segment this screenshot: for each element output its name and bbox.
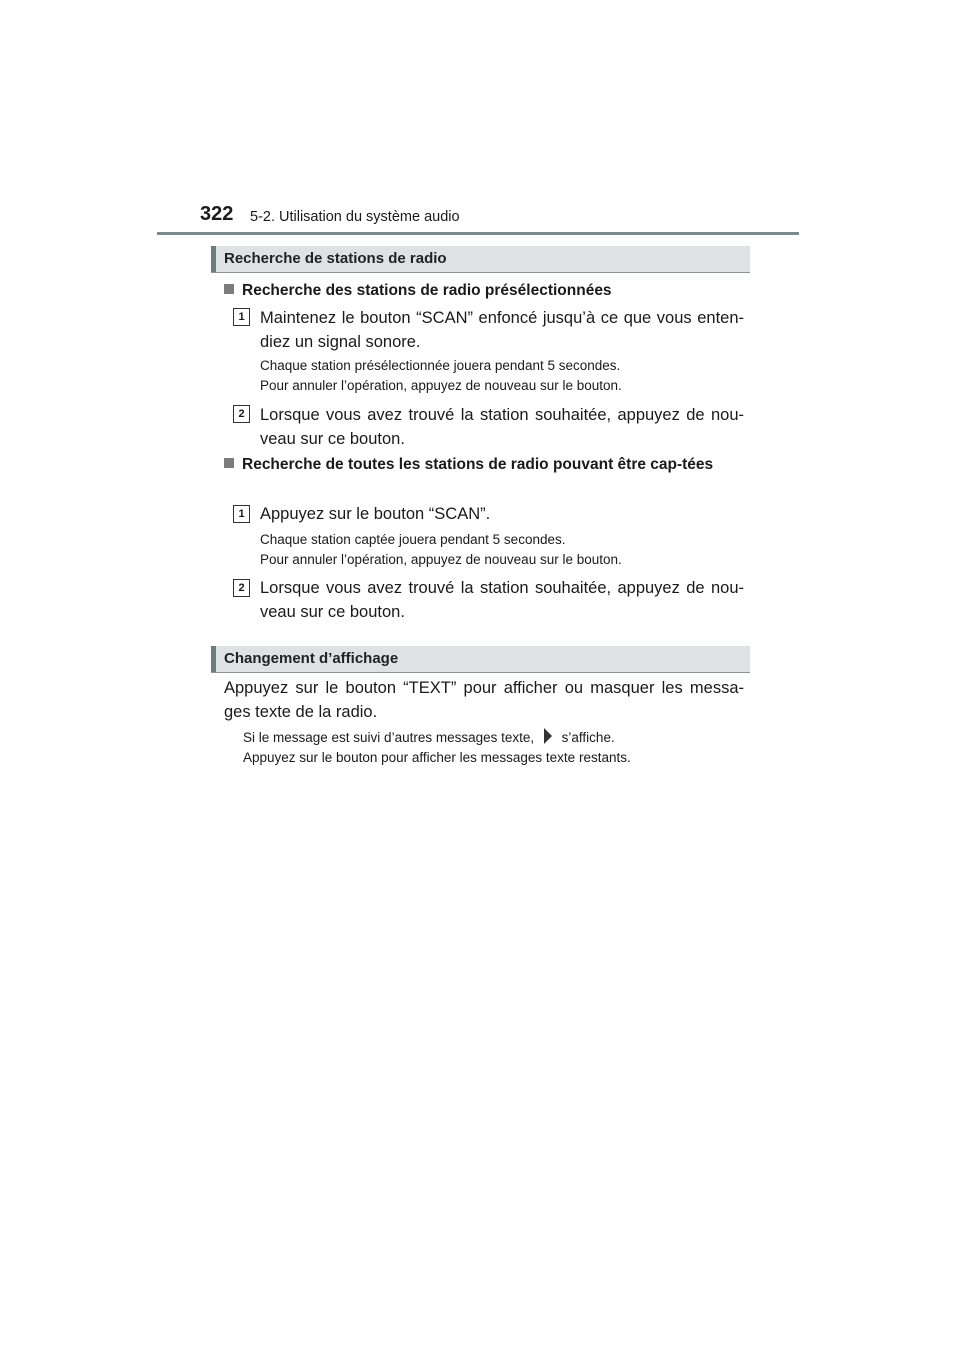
sub-heading-text: Recherche des stations de radio présélectionnées [242, 282, 612, 299]
note-line: Pour annuler l’opération, appuyez de nouveau sur le bouton. [260, 378, 622, 393]
note-text-before-icon: Si le message est suivi d’autres messages texte, [243, 730, 535, 745]
note-line [243, 728, 750, 748]
note-line: Pour annuler l’opération, appuyez de nouveau sur le bouton. [260, 552, 622, 567]
page-number: 322 [200, 203, 234, 225]
step-text: Lorsque vous avez trouvé la station souhaitée, appuyez de nou-veau sur ce bouton. [260, 579, 744, 621]
sub-heading-preset-search [224, 279, 754, 302]
step-text: Maintenez le bouton “SCAN” enfoncé jusqu’à ce que vous enten-diez un signal sonore. [260, 309, 744, 351]
section-title: Recherche de stations de radio [224, 250, 447, 267]
note-line: Chaque station captée jouera pendant 5 secondes. [260, 532, 566, 547]
section-header-radio-search [211, 246, 750, 273]
sub-heading-all-stations [224, 453, 744, 476]
section-header-display-change [211, 646, 750, 673]
step-number: 1 [233, 308, 250, 326]
header-divider [157, 232, 799, 235]
note-line: Chaque station présélectionnée jouera pendant 5 secondes. [260, 358, 621, 373]
section-body: Appuyez sur le bouton “TEXT” pour afficher ou masquer les messa-ges texte de la radio. [224, 679, 744, 721]
section-accent [211, 246, 216, 272]
note [260, 530, 750, 570]
step-text: Appuyez sur le bouton “SCAN”. [260, 505, 491, 523]
step-number: 2 [233, 579, 250, 597]
right-triangle-arrow-icon [544, 728, 552, 744]
note-text-after-icon: s’affiche. [561, 730, 615, 745]
square-bullet-icon [224, 284, 234, 294]
note-line: Appuyez sur le bouton pour afficher les messages texte restants. [243, 750, 631, 765]
step-number: 1 [233, 505, 250, 523]
chapter-title: 5-2. Utilisation du système audio [250, 209, 460, 225]
sub-heading-text: Recherche de toutes les stations de radio pouvant être cap-tées [242, 456, 714, 473]
note [260, 356, 750, 396]
section-accent [211, 646, 216, 672]
step-text: Lorsque vous avez trouvé la station souhaitée, appuyez de nou-veau sur ce bouton. [260, 406, 744, 448]
section-title: Changement d’affichage [224, 650, 399, 667]
square-bullet-icon [224, 458, 234, 468]
note [243, 728, 750, 768]
step-number: 2 [233, 405, 250, 423]
